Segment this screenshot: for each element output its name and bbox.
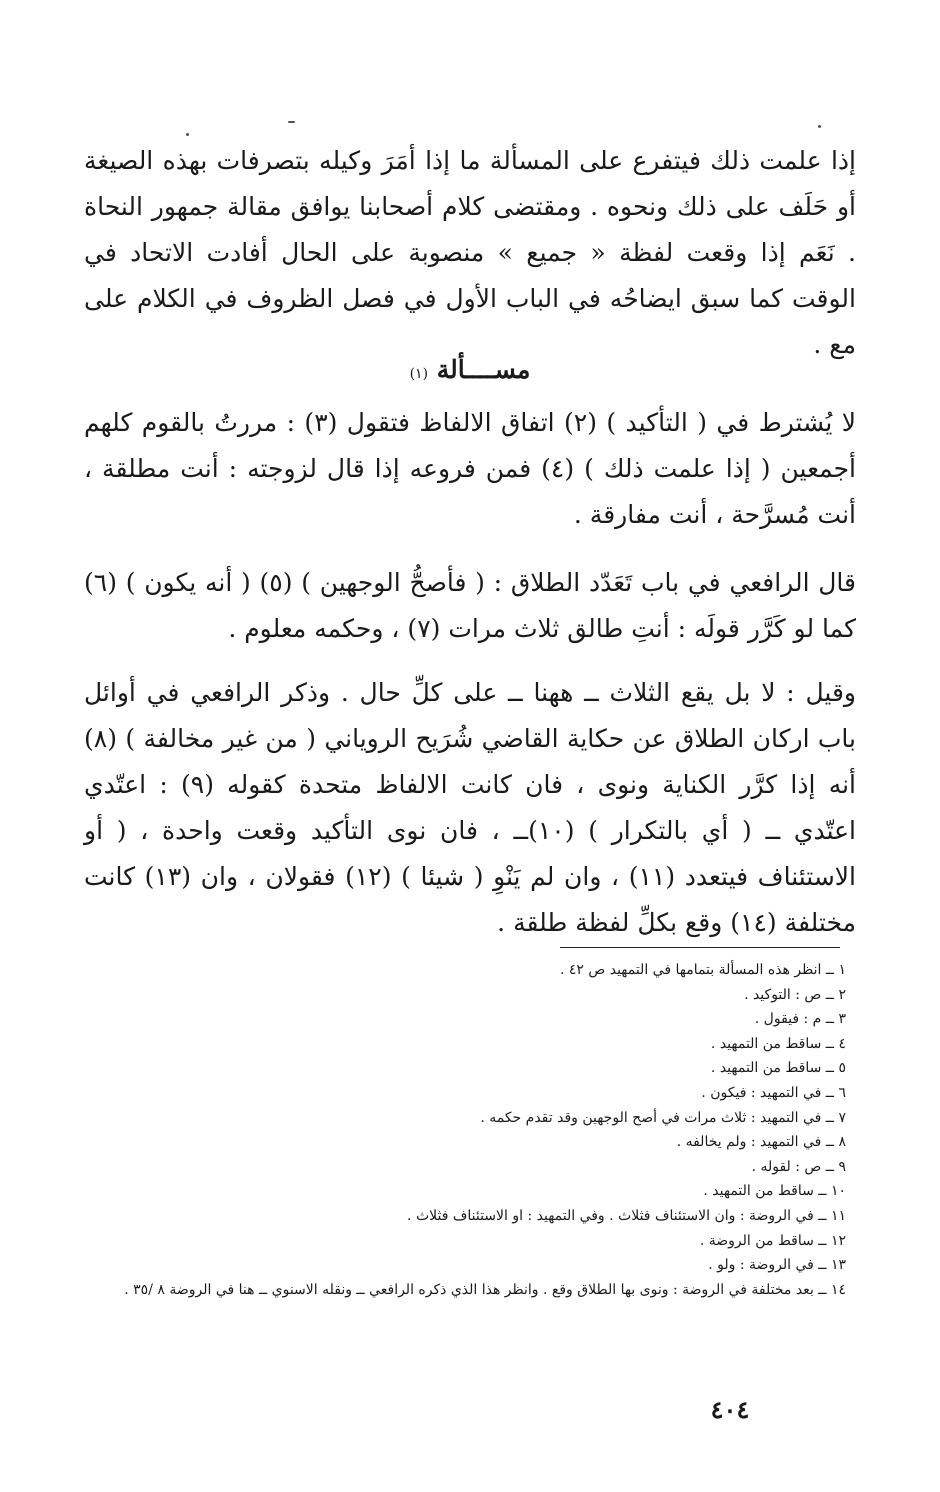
footnote: ١٤ ــ بعد مختلفة في الروضة : ونوى بها الطلاق وقع . وانظر هذا الذي ذكره الرافعي ــ ونقله الاسنوي ــ هنا في الروضة ٨ /٣٥ . — [124, 1281, 846, 1298]
footnote: ٣ ــ م : فيقول . — [754, 1011, 846, 1028]
footnote: ١١ ــ في الروضة : وان الاستئناف فثلاث . وفي التمهيد : او الاستئناف فثلاث . — [407, 1207, 846, 1224]
footnote: ٤ ــ ساقط من التمهيد . — [710, 1035, 846, 1052]
paragraph-text: لا يُشترط في ( التأكيد ) (٢) اتفاق الالفاظ فتقول (٣) : مررتُ بالقوم كلهم أجمعين ( إذا علمت ذلك ) (٤) فمن فروعه إذا قال لزوجته : أنت مطلقة ، أنت مُسرَّحة ، أنت مفارقة . — [84, 408, 856, 529]
body-paragraph-1 — [84, 138, 856, 368]
scan-speck — [818, 125, 821, 128]
paragraph-text: وقيل : لا بل يقع الثلاث ــ ههنا ــ على كلِّ حال . وذكر الرافعي في أوائل باب اركان الطلاق عن حكاية القاضي شُرَيح الروياني ( من غير مخالفة ) (٨) أنه إذا كرَّر الكناية ونوى ، فان كانت الالفاظ متحدة كقوله (٩) : اعتّدي اعتّدي ــ ( أي بالتكرار ) (١٠)ــ ، فان نوى التأكيد وقعت واحدة ، ( أو الاستئناف فيتعدد (١١) ، وان لم يَنْوِ ( شيئا ) (١٢) فقولان ، وان (١٣) كانت مختلفة (١٤) وقع بكلِّ لفظة طلقة . — [84, 678, 856, 937]
footnote: ١٢ ــ ساقط من الروضة . — [699, 1232, 846, 1249]
paragraph-text: قال الرافعي في باب تَعَدّد الطلاق : ( فأصحُّ الوجهين ) (٥) ( أنه يكون ) (٦) كما لو كَرَّر قولَه : أنتِ طالق ثلاث مرات (٧) ، وحكمه معلوم . — [84, 568, 856, 643]
footnote-divider — [560, 947, 840, 948]
footnotes-list — [66, 958, 846, 1302]
footnote: ٦ ــ في التمهيد : فيكون . — [701, 1084, 846, 1101]
section-heading — [0, 350, 940, 394]
footnote: ٢ ــ ص : التوكيد . — [744, 986, 846, 1003]
footnote: ١٠ ــ ساقط من التمهيد . — [703, 1183, 846, 1200]
heading-footnote-ref: (١) — [409, 366, 429, 382]
footnote: ١ ــ انظر هذه المسألة بتمامها في التمهيد ص ٤٢ . — [559, 962, 846, 978]
footnote: ٨ ــ في التمهيد : ولم يخالفه . — [676, 1134, 846, 1151]
footnote: ٥ ــ ساقط من التمهيد . — [710, 1060, 846, 1077]
body-paragraph-3 — [84, 560, 856, 652]
page-number: ٤٠٤ — [710, 1395, 750, 1424]
heading-title: مســــألة — [436, 355, 531, 384]
scan-speck — [288, 121, 295, 123]
footnote: ٩ ــ ص : لقوله . — [751, 1158, 846, 1175]
body-paragraph-2 — [84, 400, 856, 538]
paragraph-text: إذا علمت ذلك فيتفرع على المسألة ما إذا أمَرَ وكيله بتصرفات بهذه الصيغة أو حَلَف على ذلك ونحوه . ومقتضى كلام أصحابنا يوافق مقالة جمهور النحاة . نَعَم إذا وقعت لفظة « جميع » منصوبة على الحال أفادت الاتحاد في الوقت كما سبق ايضاحُه في الباب الأول في فصل الظروف في الكلام على مع . — [84, 146, 856, 359]
footnote: ١٣ ــ في الروضة : ولو . — [708, 1257, 846, 1274]
body-paragraph-4 — [84, 670, 856, 946]
footnote: ٧ ــ في التمهيد : ثلاث مرات في أصح الوجهين وقد تقدم حكمه . — [480, 1109, 846, 1126]
scan-speck — [186, 133, 189, 136]
